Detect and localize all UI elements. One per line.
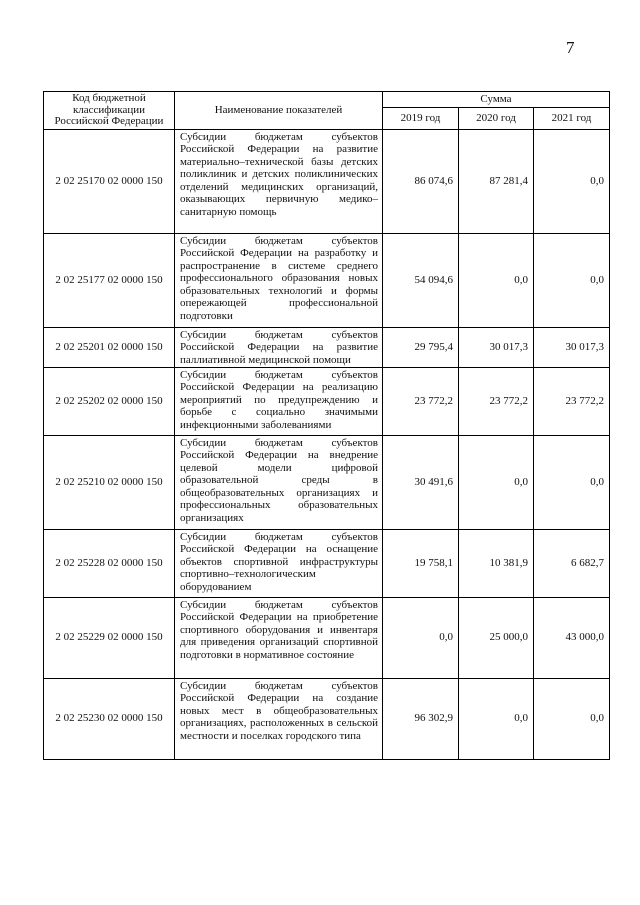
row-code: 2 02 25228 02 0000 150 <box>44 529 175 597</box>
row-code: 2 02 25201 02 0000 150 <box>44 327 175 367</box>
budget-table <box>43 91 610 760</box>
row-name: Субсидии бюджетам субъектов Российской Федерации на приобретение спортивного оборудования и инвентаря для приведения организаций спортивной подготовки в нормативное состояние <box>175 597 383 678</box>
row-value-2019: 96 302,9 <box>383 678 459 759</box>
row-value-2019: 19 758,1 <box>383 529 459 597</box>
row-value-2019: 86 074,6 <box>383 129 459 233</box>
header-code: Код бюджетной классификации Российской Федерации <box>44 92 175 130</box>
header-name: Наименование показателей <box>175 92 383 130</box>
row-value-2019: 0,0 <box>383 597 459 678</box>
row-code: 2 02 25230 02 0000 150 <box>44 678 175 759</box>
row-value-2021: 23 772,2 <box>534 367 610 435</box>
row-value-2019: 23 772,2 <box>383 367 459 435</box>
row-name: Субсидии бюджетам субъектов Российской Федерации на разработку и распространение в системе среднего профессионального образования новых образовательных технологий и формы опережающей профессиональной подготовки <box>175 233 383 327</box>
header-sum: Сумма <box>383 92 610 108</box>
table-row <box>44 129 610 233</box>
header-year-2019: 2019 год <box>383 108 459 129</box>
row-value-2020: 10 381,9 <box>459 529 534 597</box>
row-value-2021: 0,0 <box>534 233 610 327</box>
row-name: Субсидии бюджетам субъектов Российской Федерации на развитие паллиативной медицинской помощи <box>175 327 383 367</box>
row-name: Субсидии бюджетам субъектов Российской Федерации на оснащение объектов спортивной инфраструктуры спортивно–технологическим оборудованием <box>175 529 383 597</box>
row-value-2021: 6 682,7 <box>534 529 610 597</box>
row-value-2019: 29 795,4 <box>383 327 459 367</box>
row-value-2020: 30 017,3 <box>459 327 534 367</box>
row-name: Субсидии бюджетам субъектов Российской Федерации на реализацию мероприятий по предупреждению и борьбе с социально значимыми инфекционными заболеваниями <box>175 367 383 435</box>
row-value-2020: 23 772,2 <box>459 367 534 435</box>
table-row <box>44 233 610 327</box>
row-value-2021: 0,0 <box>534 678 610 759</box>
row-value-2021: 43 000,0 <box>534 597 610 678</box>
row-name: Субсидии бюджетам субъектов Российской Федерации на создание новых мест в общеобразовательных организациях, расположенных в сельской местности и поселках городского типа <box>175 678 383 759</box>
row-value-2019: 30 491,6 <box>383 435 459 529</box>
row-name: Субсидии бюджетам субъектов Российской Федерации на внедрение целевой модели цифровой образовательной среды в общеобразовательных организациях и профессиональных образовательных организациях <box>175 435 383 529</box>
row-code: 2 02 25170 02 0000 150 <box>44 129 175 233</box>
table-row <box>44 435 610 529</box>
row-value-2021: 0,0 <box>534 129 610 233</box>
row-value-2020: 0,0 <box>459 678 534 759</box>
row-value-2019: 54 094,6 <box>383 233 459 327</box>
row-value-2021: 30 017,3 <box>534 327 610 367</box>
row-value-2020: 25 000,0 <box>459 597 534 678</box>
row-value-2021: 0,0 <box>534 435 610 529</box>
page-number: 7 <box>566 38 575 57</box>
row-value-2020: 87 281,4 <box>459 129 534 233</box>
table-row <box>44 529 610 597</box>
table-row <box>44 367 610 435</box>
row-code: 2 02 25210 02 0000 150 <box>44 435 175 529</box>
row-code: 2 02 25202 02 0000 150 <box>44 367 175 435</box>
row-name: Субсидии бюджетам субъектов Российской Федерации на развитие материально–технической базы детских поликлиник и детских поликлинических отделений медицинских организаций, оказывающих первичную медико–санитарную помощь <box>175 129 383 233</box>
row-value-2020: 0,0 <box>459 435 534 529</box>
table-row <box>44 678 610 759</box>
table-row <box>44 597 610 678</box>
table-row <box>44 327 610 367</box>
row-value-2020: 0,0 <box>459 233 534 327</box>
row-code: 2 02 25177 02 0000 150 <box>44 233 175 327</box>
row-code: 2 02 25229 02 0000 150 <box>44 597 175 678</box>
header-year-2020: 2020 год <box>459 108 534 129</box>
header-year-2021: 2021 год <box>534 108 610 129</box>
